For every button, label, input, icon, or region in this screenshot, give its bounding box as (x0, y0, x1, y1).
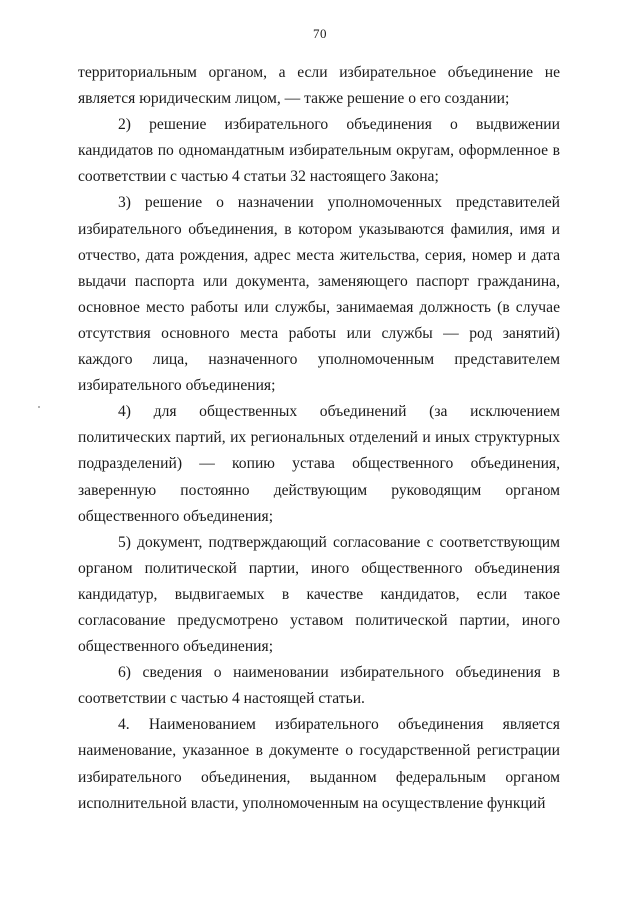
paragraph-item-5: 5) документ, подтверждающий согласование с соответствующим органом политической партии, иного общественного объединения кандидатур, выдвигаемых в качестве кандидатов, если такое согласование предусмотрено уставом политической партии, иного общественного объединения; (78, 533, 560, 656)
scan-speck (38, 406, 40, 408)
page-number: 70 (313, 26, 327, 41)
paragraph-item-6: 6) сведения о наименовании избирательного объединения в соответствии с частью 4 настоящей статьи. (78, 664, 560, 708)
document-body (78, 60, 560, 817)
paragraph-item-2: 2) решение избирательного объединения о выдвижении кандидатов по одномандатным избирательным округам, оформленное в соответствии с частью 4 статьи 32 настоящего Закона; (78, 116, 560, 186)
paragraph-item-3: 3) решение о назначении уполномоченных представителей избирательного объединения, в котором указываются фамилия, имя и отчество, дата рождения, адрес места жительства, серия, номер и дата выдачи паспорта или документа, заменяющего паспорт гражданина, основное место работы или службы, занимаемая должность (в случае отсутствия основного места работы или службы — род занятий) каждого лица, назначенного уполномоченным представителем избирательного объединения; (78, 194, 560, 395)
paragraph-item-4: 4) для общественных объединений (за исключением политических партий, их региональных отделений и иных структурных подразделений) — копию устава общественного объединения, заверенную постоянно действующим руководящим органом общественного объединения; (78, 403, 560, 525)
paragraph-continuation: территориальным органом, а если избирательное объединение не является юридическим лицом, — также решение о его создании; (78, 64, 560, 108)
paragraph-clause-4: 4. Наименованием избирательного объединения является наименование, указанное в документе о государственной регистрации избирательного объединения, выданном федеральным органом исполнительной власти, уполномоченным на осуществление функций (78, 716, 560, 812)
